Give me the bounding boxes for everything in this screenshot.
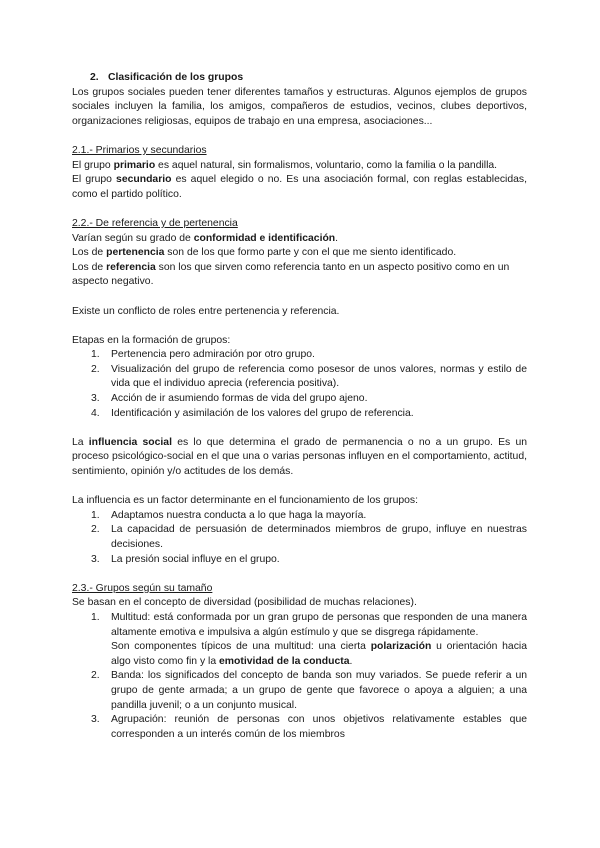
subsection-title-tamano: 2.3.- Grupos según su tamaño <box>72 582 213 594</box>
paragraph-conflict: Existe un conflicto de roles entre pertenencia y referencia. <box>72 305 340 317</box>
section-heading <box>72 71 527 86</box>
size-list <box>72 611 527 742</box>
list-item: 1. Pertenencia pero admiración por otro grupo. <box>91 349 315 361</box>
multitud-components: Son componentes típicos de una multitud: una cierta polarización u orientación hacia algo visto como fin y la emotividad de la conducta. <box>111 641 527 667</box>
factors-intro: La influencia es un factor determinante en el funcionamiento de los grupos: <box>72 495 418 507</box>
paragraph-primario: El grupo primario es aquel natural, sin formalismos, voluntario, como la familia o la pandilla. <box>72 159 498 171</box>
subsection-title-primarios: 2.1.- Primarios y secundarios <box>72 144 207 156</box>
section-number: 2. <box>90 72 99 83</box>
list-item: 2. Visualización del grupo de referencia como posesor de unos valores, normas y estilo de vida que el individuo aprecia (referencia positiva). <box>91 363 527 390</box>
list-item-banda: 2. Banda: los significados del concepto de banda son muy variados. Se puede referir a un grupo de gente armada; a un grupo de gente que favorece o apoya a alguien; a una pandilla juvenil; o a un conjunto musical. <box>91 670 527 711</box>
paragraph-conformidad: Varían según su grado de conformidad e identificación. <box>72 232 339 244</box>
list-item-agrupacion: 3. Agrupación: reunión de personas con unos objetivos relativamente estables que corresponden a un interés común de los miembros <box>91 714 527 740</box>
list-item: 2. La capacidad de persuasión de determinados miembros de grupo, influye en nuestras decisiones. <box>91 524 527 550</box>
section-intro: Los grupos sociales pueden tener diferentes tamaños y estructuras. Algunos ejemplos de grupos sociales incluyen la familia, los amigos, compañeros de estudios, vecinos, clubes deportivos, organizaciones religiosas, equipos de trabajo en una empresa, asociaciones... <box>72 86 527 127</box>
list-item: 3. Acción de ir asumiendo formas de vida del grupo ajeno. <box>91 393 368 405</box>
list-item: 1. Adaptamos nuestra conducta a lo que haga la mayoría. <box>91 509 367 521</box>
list-item: 4. Identificación y asimilación de los valores del grupo de referencia. <box>91 407 414 419</box>
paragraph-pertenencia: Los de pertenencia son de los que formo parte y con el que me siento identificado. <box>72 247 457 259</box>
paragraph-secundario: El grupo secundario es aquel elegido o no. Es una asociación formal, con reglas establecidas, como el partido político. <box>72 174 527 200</box>
subsection-title-referencia: 2.2.- De referencia y de pertenencia <box>72 217 238 229</box>
paragraph-influencia: La influencia social es lo que determina el grado de permanencia o no a un grupo. Es un proceso psicológico-social en el que una o varias personas influyen en el comportamiento, actitud, sentimiento, opinión y/o actitudes de los demás. <box>72 436 528 478</box>
section-title: Clasificación de los grupos <box>108 72 244 83</box>
list-item: 3. La presión social influye en el grupo. <box>91 553 280 565</box>
document-content <box>72 71 527 742</box>
list-item-multitud: 1. Multitud: está conformada por un gran grupo de personas que responden de una manera altamente emotiva e impulsiva a algún estímulo y que se disgrega rápidamente. Son componentes típicos de una multitud: una cierta polarización u orientación hacia algo visto como fin y la emotividad de la conducta. <box>72 611 527 669</box>
paragraph-referencia: Los de referencia son los que sirven como referencia tanto en un aspecto positivo como en un aspecto negativo. <box>72 261 510 288</box>
stages-list <box>72 348 527 421</box>
factors-list <box>72 509 527 567</box>
paragraph-diversidad: Se basan en el concepto de diversidad (posibilidad de muchas relaciones). <box>72 597 417 609</box>
stages-intro: Etapas en la formación de grupos: <box>72 334 231 346</box>
